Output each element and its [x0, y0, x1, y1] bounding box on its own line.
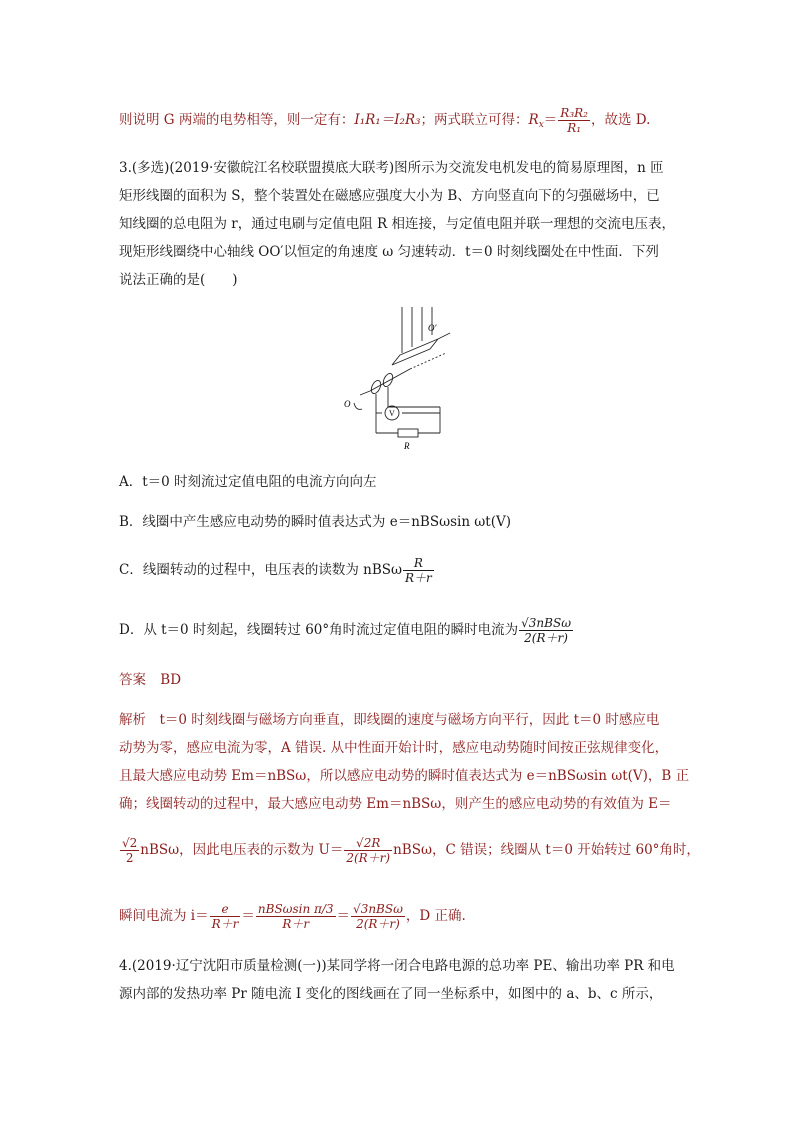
next-question-line-2: 源内部的发热功率 Pr 随电流 I 变化的图线画在了同一坐标系中，如图中的 a、b、c 所示，	[119, 986, 663, 1002]
next-question-line-1: 4.(2019·辽宁沈阳市质量检测(一))某同学将一闭合电路电源的总功率 PE、输出功率 PR 和电	[119, 958, 675, 974]
answer-value: BD	[160, 672, 182, 688]
analysis-line-3: 且最大感应电动势 Em＝nBSω，所以感应电动势的瞬时值表达式为 e＝nBSωsin ωt(V)，B 正	[119, 768, 690, 784]
field-edge	[438, 333, 450, 339]
analysis-text: 瞬间电流为 i＝	[119, 908, 209, 924]
option-c-num: R	[403, 556, 434, 571]
option-d-text: D．从 t＝0 时刻起，线圈转过 60°角时流过定值电阻的瞬时电流为	[119, 622, 519, 638]
option-d	[119, 616, 574, 645]
question-line-1: 3.(多选)(2019·安徽皖江名校联盟摸底大联考)图所示为交流发电机发电的简易原理图，n 匝	[119, 160, 664, 176]
analysis-line-5	[119, 836, 700, 865]
frac-den: R＋r	[282, 917, 310, 931]
option-c-text: C．线圈转动的过程中，电压表的读数为 nBSω	[119, 562, 402, 578]
frac-num: √2	[122, 836, 138, 850]
equals-sign: ＝	[336, 908, 351, 924]
analysis-line-1: 解析 t＝0 时刻线圈与磁场方向垂直，即线圈的速度与磁场方向平行，因此 t＝0 时感应电	[119, 712, 660, 728]
frac-den: 2	[125, 851, 134, 865]
axis-shaft	[370, 369, 410, 391]
rotation-arrow-icon	[354, 403, 362, 409]
rx-denominator: R₁	[567, 121, 582, 135]
current-fraction-1	[210, 902, 241, 931]
frac-num: √3nBSω	[353, 902, 403, 916]
option-b: B．线圈中产生感应电动势的瞬时值表达式为 e＝nBSωsin ωt(V)	[119, 514, 512, 530]
analysis-text: ，D 正确.	[405, 908, 466, 924]
text-prefix: 则说明 G 两端的电势相等，则一定有：	[119, 112, 355, 128]
voltage-fraction	[344, 836, 392, 865]
question-line-2: 矩形线圈的面积为 S，整个装置处在磁感应强度大小为 B、方向竖直向下的匀强磁场中，已	[119, 188, 660, 204]
answer	[119, 670, 181, 690]
rx-subscript: x	[538, 120, 544, 130]
text-suffix: ，故选 D.	[590, 112, 651, 128]
equals-sign: ＝	[543, 112, 558, 128]
sqrt2-over-2	[120, 836, 139, 865]
current-fraction-2	[256, 902, 336, 931]
slip-ring	[369, 379, 382, 395]
analysis-line-2: 动势为零，感应电流为零，A 错误. 从中性面开始计时，感应电动势随时间按正弦规律变化，	[119, 740, 669, 756]
analysis-line-4: 确；线圈转动的过程中，最大感应电动势 Em＝nBSω，则产生的感应电动势的有效值为 E＝	[119, 796, 672, 812]
equals-sign: ＝	[241, 908, 255, 924]
question-line-3: 知线圈的总电阻为 r，通过电刷与定值电阻 R 相连接，与定值电阻并联一理想的交流电压表，	[119, 216, 675, 232]
current-fraction-3	[351, 902, 405, 931]
option-c-fraction	[403, 556, 434, 585]
label-r: R	[404, 441, 410, 451]
frac-den: 2(R＋r)	[346, 851, 391, 865]
generator-diagram	[340, 303, 460, 453]
label-v: V	[389, 409, 395, 418]
analysis-line-6	[119, 902, 466, 931]
rx-fraction	[558, 106, 590, 135]
frac-num: √2R	[344, 836, 392, 851]
answer-label: 答案	[119, 672, 146, 688]
question-line-5: 说法正确的是( )	[119, 272, 238, 288]
frac-num: nBSωsin π/3	[257, 902, 334, 916]
label-o-prime: O′	[428, 323, 437, 333]
frac-num: e	[210, 902, 241, 917]
rx-symbol: R	[528, 112, 539, 128]
option-c-den: R＋r	[405, 571, 432, 585]
frac-den: R＋r	[211, 917, 239, 931]
rx-numerator: R₃R₂	[560, 106, 588, 120]
frac-den: 2(R＋r)	[356, 917, 400, 931]
option-d-num: √3nBSω	[521, 616, 571, 630]
equation-balance: I₁R₁＝I₂R₃	[354, 112, 421, 128]
text-mid: ；两式联立可得：	[420, 112, 529, 128]
question-line-4: 现矩形线圈绕中心轴线 OO′以恒定的角速度 ω 匀速转动．t＝0 时刻线圈处在中性面．下列	[119, 244, 659, 260]
axis-left	[360, 391, 370, 395]
previous-solution-tail	[119, 106, 650, 135]
option-d-fraction	[519, 616, 573, 645]
option-a: A．t＝0 时刻流过定值电阻的电流方向向左	[119, 474, 377, 490]
coil-plate	[392, 339, 438, 365]
option-c	[119, 556, 435, 585]
analysis-text: nBSω，C 错误；线圈从 t＝0 开始转过 60°角时，	[393, 842, 700, 858]
analysis-text: nBSω，因此电压表的示数为 U＝	[140, 842, 344, 858]
option-d-den: 2(R＋r)	[524, 631, 568, 645]
slip-ring	[381, 372, 394, 388]
label-o: O	[344, 399, 351, 409]
resistor-r-icon	[398, 429, 418, 437]
